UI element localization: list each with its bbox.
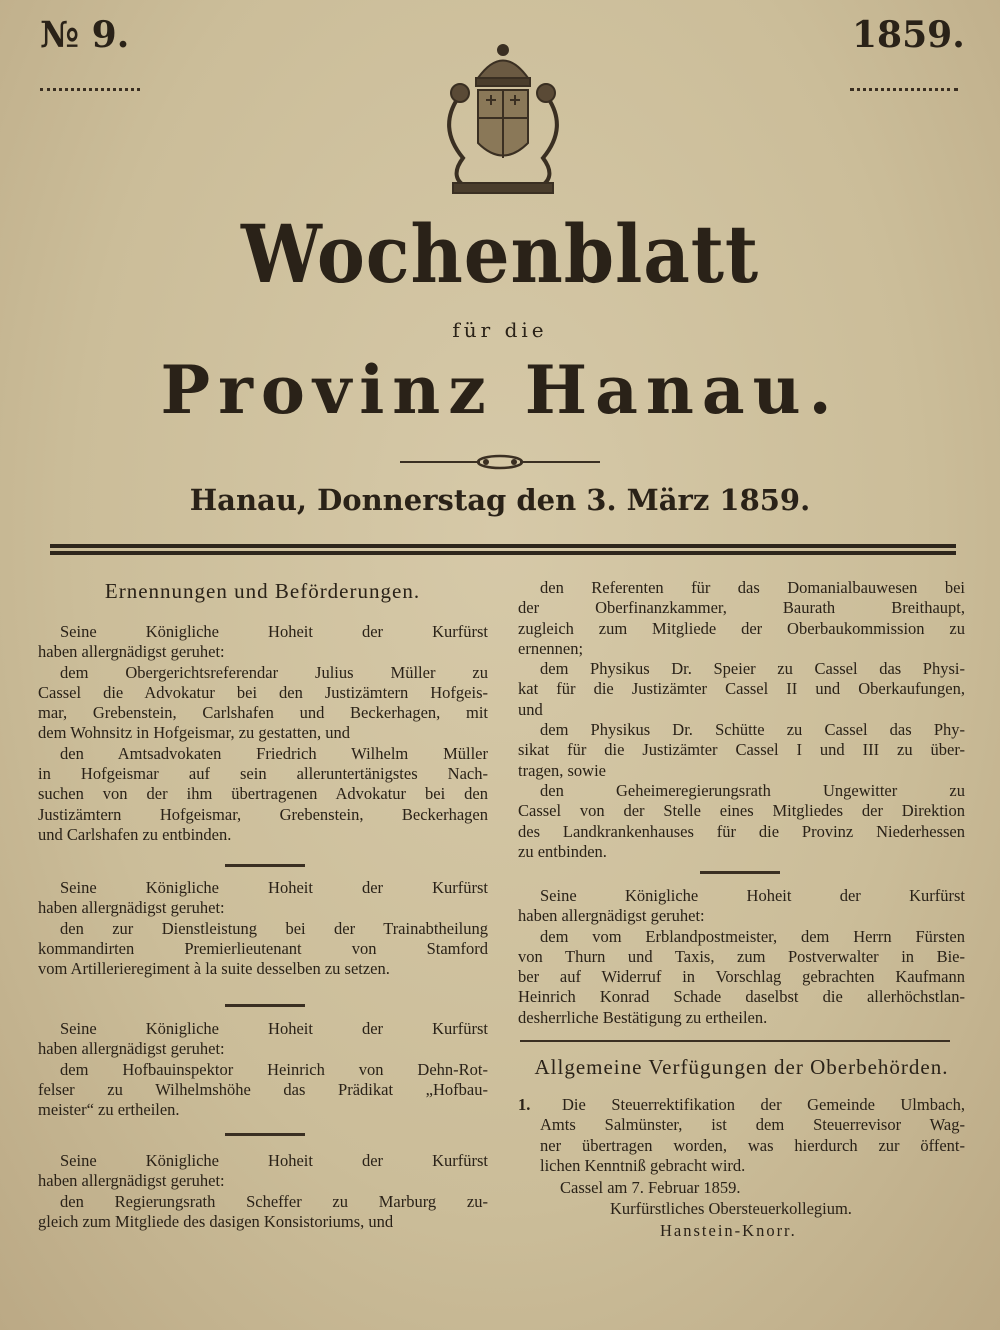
text-line: haben allergnädigst geruhet: <box>38 1171 225 1191</box>
text-line: Cassel von der Stelle eines Mitgliedes der Direktion <box>518 801 965 821</box>
text-line: desherrliche Bestätigung zu ertheilen. <box>518 1007 768 1027</box>
text-line: des Landkrankenhauses für die Provinz Niederhessen <box>518 821 965 841</box>
signature: Hanstein-Knorr. <box>660 1221 797 1240</box>
text-line: in Hofgeismar auf sein alleruntertänigstes Nach- <box>38 764 488 784</box>
text-line: meister“ zu ertheilen. <box>38 1100 180 1120</box>
text-line: Seine Königliche Hoheit der Kurfürst <box>60 878 488 897</box>
text-line: Seine Königliche Hoheit der Kurfürst <box>60 1019 488 1038</box>
dateline: Hanau, Donnerstag den 3. März 1859. <box>189 483 811 517</box>
text-line: dem Hofbauinspektor Heinrich von Dehn-Rot- <box>60 1059 488 1079</box>
divider <box>700 871 780 874</box>
article-block <box>540 1095 965 1176</box>
text-line: suchen von der ihm übertragenen Advokatur bei den <box>38 784 488 804</box>
text-line: ner übertragen worden, was hierdurch zur öffent- <box>540 1135 965 1155</box>
article-block <box>518 578 965 862</box>
text-line: felser zu Wilhelmshöhe das Prädikat „Hofbau- <box>38 1079 488 1099</box>
issue-year: 1859. <box>852 14 965 56</box>
text-line: den Geheimeregierungsrath Ungewitter zu <box>540 780 965 800</box>
issuing-authority: Kurfürstliches Obersteuerkollegium. <box>610 1199 852 1218</box>
newspaper-title: Wochenblatt <box>240 207 760 301</box>
text-line: vom Artillerieregiment à la suite desselben zu setzen. <box>38 959 390 979</box>
article-block <box>38 1151 488 1232</box>
article-block <box>38 622 488 845</box>
text-line: Amts Salmünster, ist dem Steuerrevisor Wag- <box>540 1115 965 1135</box>
text-line: dem Physikus Dr. Speier zu Cassel das Physi- <box>540 659 965 679</box>
text-line: haben allergnädigst geruhet: <box>38 1039 225 1059</box>
coat-of-arms-icon <box>418 38 588 203</box>
article-block <box>38 878 488 979</box>
text-line: zu entbinden. <box>518 841 607 861</box>
ornament-divider-icon <box>400 452 600 472</box>
text-line: Seine Königliche Hoheit der Kurfürst <box>540 886 965 905</box>
article-block <box>518 886 965 1028</box>
section-heading: Ernennungen und Beförderungen. <box>104 579 421 603</box>
text-line: von Thurn und Taxis, zum Postverwalter in Bie- <box>518 946 965 966</box>
text-line: den Regierungsrath Scheffer zu Marburg zu- <box>60 1191 488 1211</box>
divider <box>50 544 956 548</box>
text-line: den zur Dienstleistung bei der Trainabtheilung <box>60 918 488 938</box>
text-line: dem Physikus Dr. Schütte zu Cassel das Phy- <box>540 720 965 740</box>
text-line: haben allergnädigst geruhet: <box>518 906 705 926</box>
divider <box>225 1133 305 1136</box>
text-line: Seine Königliche Hoheit der Kurfürst <box>60 622 488 641</box>
text-line: mar, Grebenstein, Carlshafen und Beckerhagen, mit <box>38 703 488 723</box>
text-line: haben allergnädigst geruhet: <box>38 898 225 918</box>
divider <box>225 1004 305 1007</box>
text-line: kat für die Justizämter Cassel II und Oberkaufungen, <box>518 679 965 699</box>
text-line: Die Steuerrektifikation der Gemeinde Ulmbach, <box>562 1095 965 1114</box>
text-line: gleich zum Mitgliede des dasigen Konsistoriums, und <box>38 1211 394 1231</box>
article-block <box>38 1019 488 1120</box>
text-line: der Oberfinanzkammer, Baurath Breithaupt, <box>518 598 965 618</box>
text-line: zugleich zum Mitgliede der Oberbaukommission zu <box>518 618 965 638</box>
title-connector: für die <box>452 318 548 342</box>
text-line: ber auf Widerruf in Vorschlag gebrachten Kaufmann <box>518 967 965 987</box>
text-line: dem vom Erblandpostmeister, dem Herrn Fürsten <box>540 926 965 946</box>
text-line: den Referenten für das Domanialbauwesen bei <box>540 578 965 597</box>
item-number: 1. <box>518 1095 531 1114</box>
text-line: kommandirten Premierlieutenant von Stamford <box>38 938 488 958</box>
text-line: dem Obergerichtsreferendar Julius Müller zu <box>60 662 488 682</box>
divider <box>520 1040 950 1042</box>
decorative-underline <box>850 82 958 91</box>
text-line: tragen, sowie <box>518 760 606 780</box>
text-line: dem Wohnsitz in Hofgeismar, zu gestatten, und <box>38 723 351 743</box>
text-line: und Carlshafen zu entbinden. <box>38 824 232 844</box>
left-column <box>45 578 480 604</box>
issue-number: № 9. <box>40 14 130 56</box>
text-line: haben allergnädigst geruhet: <box>38 642 225 662</box>
text-line: Seine Königliche Hoheit der Kurfürst <box>60 1151 488 1170</box>
text-line: Heinrich Konrad Schade daselbst die allerhöchstlan- <box>518 987 965 1007</box>
text-line: lichen Kenntniß gebracht wird. <box>540 1155 746 1175</box>
text-line: Justizämtern Hofgeismar, Grebenstein, Beckerhagen <box>38 804 488 824</box>
section-heading: Allgemeine Verfügungen der Oberbehörden. <box>534 1055 949 1079</box>
text-line: den Amtsadvokaten Friedrich Wilhelm Müller <box>60 743 488 763</box>
text-line: ernennen; <box>518 638 584 658</box>
place-date: Cassel am 7. Februar 1859. <box>560 1178 741 1197</box>
text-line: sikat für die Justizämter Cassel I und III zu über- <box>518 740 965 760</box>
divider <box>50 551 956 555</box>
decorative-underline <box>40 82 140 91</box>
text-line: Cassel die Advokatur bei den Justizämtern Hofgeis- <box>38 682 488 702</box>
right-column-heading <box>518 1054 965 1080</box>
divider <box>225 864 305 867</box>
newspaper-subtitle: Provinz Hanau. <box>160 351 840 429</box>
text-line: und <box>518 699 543 719</box>
